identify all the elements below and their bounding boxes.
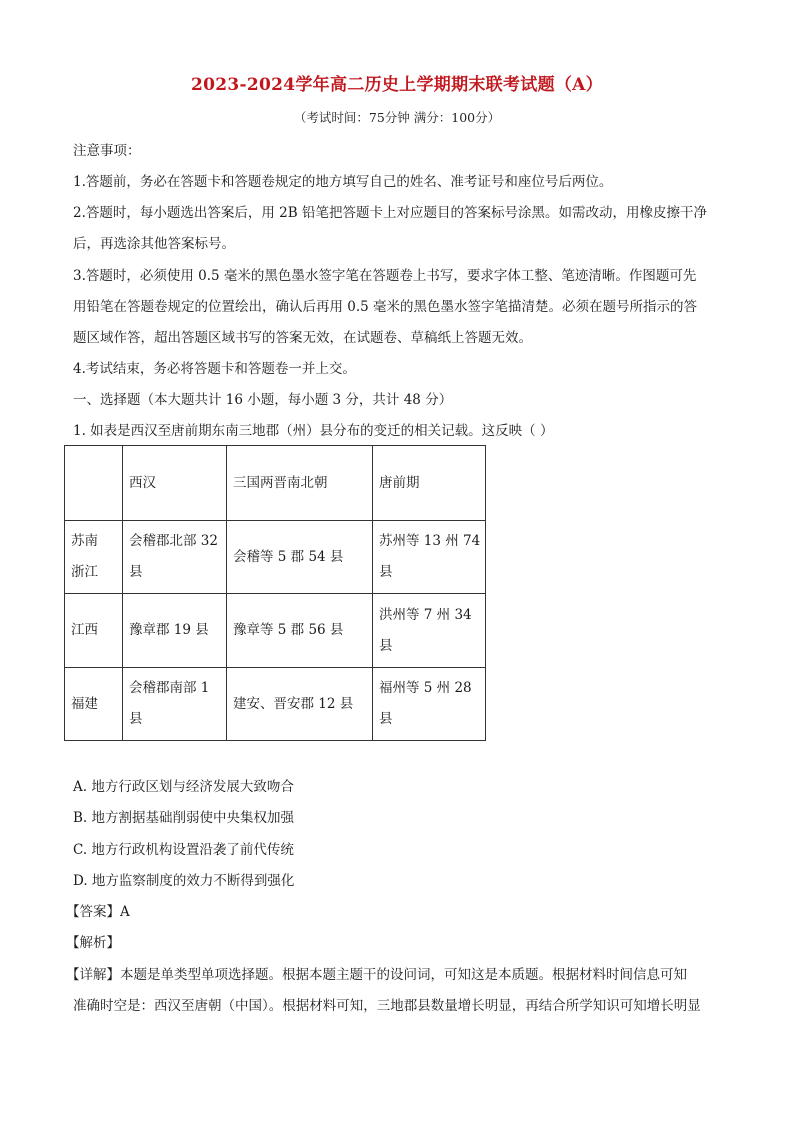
cell-line: 县 [379,711,393,727]
table-cell-region [65,594,123,668]
answer-label: 【答案】 [66,904,120,920]
section-heading: 一、选择题（本大题共计 16 小题，每小题 3 分，共计 48 分） [73,392,453,408]
table-cell [227,668,373,741]
question-stem: 1. 如表是西汉至唐前期东南三地郡（州）县分布的变迁的相关记载。这反映（ ） [73,423,554,439]
exam-title: 2023-2024学年高二历史上学期期末联考试题（A） [191,75,603,95]
note-line: 用铅笔在答题卷规定的位置绘出，确认后再用 0.5 毫米的黑色墨水签字笔描清楚。必须在题号所指示的答 [73,299,698,315]
table-row [65,594,486,668]
cell-line: 浙江 [71,564,98,580]
cell-line: 县 [129,711,143,727]
table-row [65,668,486,741]
exam-subtitle: （考试时间：75分钟 满分：100分） [293,110,501,125]
table-header-cell: 唐前期 [373,446,486,521]
table-cell [227,594,373,668]
cell-line: 会稽等 5 郡 54 县 [233,548,344,565]
table-cell-region [65,668,123,741]
cell-line: 县 [379,564,393,580]
cell-line: 县 [129,564,143,580]
cell-line: 县 [379,637,393,654]
table-row [65,521,486,594]
table-cell [123,668,227,741]
note-line: 2.答题时，每小题选出答案后，用 2B 铅笔把答题卡上对应题目的答案标号涂黑。如需改动，用橡皮擦干净 [73,205,707,221]
cell-line: 会稽郡北部 32 [129,533,218,549]
table-cell [373,668,486,741]
table-header-cell: 三国两晋南北朝 [227,446,373,521]
table-header-cell [65,446,123,521]
note-line: 1.答题前，务必在答题卡和答题卷规定的地方填写自己的姓名、准考证号和座位号后两位。 [73,174,613,190]
option-d: D. 地方监察制度的效力不断得到强化 [73,873,295,889]
table-cell [123,521,227,594]
note-line: 3.答题时，必须使用 0.5 毫米的黑色墨水签字笔在答题卷上书写，要求字体工整、笔迹清晰。作图题可先 [73,268,697,284]
cell-line: 江西 [71,622,98,638]
table-cell [373,521,486,594]
cell-line: 福州等 5 州 28 [379,680,472,696]
cell-line: 福建 [71,695,98,712]
cell-line: 豫章等 5 郡 56 县 [233,622,344,638]
table-cell [123,594,227,668]
option-c: C. 地方行政机构设置沿袭了前代传统 [73,842,294,858]
cell-line: 会稽郡南部 1 [129,680,210,696]
detail-line: 准确时空是：西汉至唐朝（中国）。根据材料可知，三地郡县数量增长明显，再结合所学知识可知增长明显 [73,998,701,1014]
note-line: 后，再选涂其他答案标号。 [73,236,235,252]
notes-heading: 注意事项： [73,143,141,159]
cell-line: 苏南 [71,533,98,549]
detail-line: 【详解】本题是单类型单项选择题。根据本题主题干的设问词，可知这是本质题。根据材料时间信息可知 [66,967,687,983]
table-header-row [65,446,486,521]
analysis-label: 【解析】 [66,935,120,951]
table-cell [373,594,486,668]
answer-value: A [120,904,130,920]
cell-line: 洪州等 7 州 34 [379,606,472,623]
note-line: 4.考试结束，务必将答题卡和答题卷一并上交。 [73,361,356,377]
option-a: A. 地方行政区划与经济发展大致吻合 [73,779,294,795]
table-cell [227,521,373,594]
answer-line [66,902,716,922]
cell-line: 建安、晋安郡 12 县 [233,695,354,712]
table-cell-region [65,521,123,594]
data-table [64,445,486,741]
cell-line: 豫章郡 19 县 [129,622,209,638]
table-header-cell: 西汉 [123,446,227,521]
cell-line: 苏州等 13 州 74 [379,533,481,549]
note-line: 题区域作答，超出答题区域书写的答案无效，在试题卷、草稿纸上答题无效。 [73,330,532,346]
option-b: B. 地方割据基础削弱使中央集权加强 [73,810,295,826]
